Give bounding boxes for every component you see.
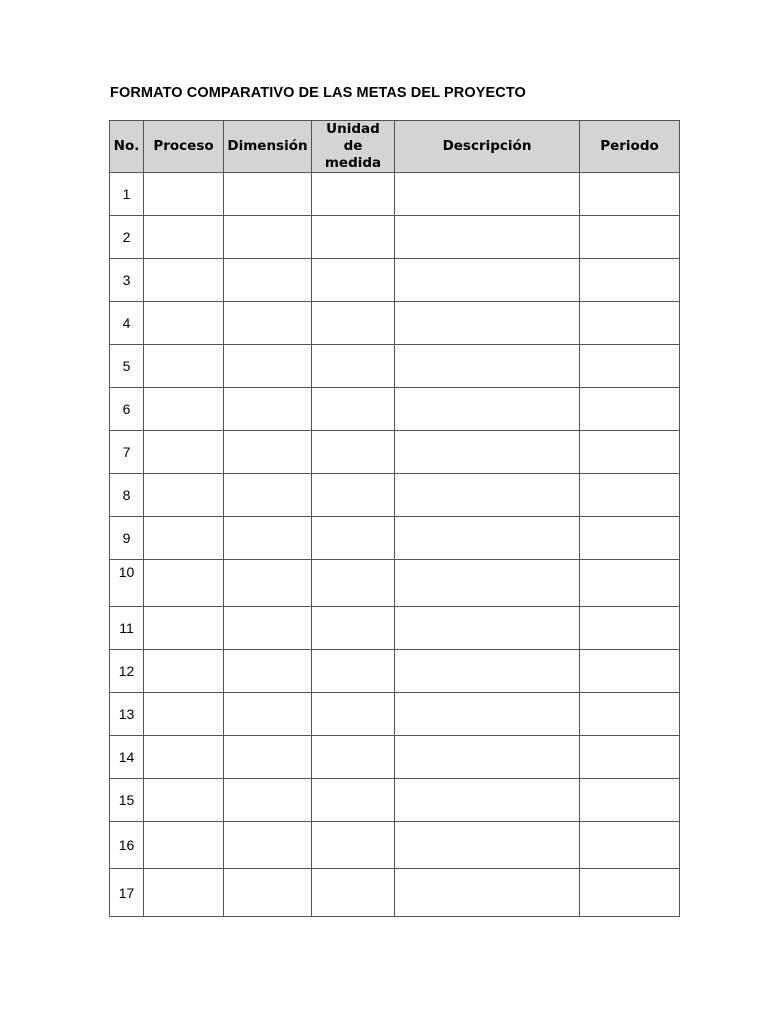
- periodo-cell[interactable]: [580, 216, 680, 259]
- proceso-cell[interactable]: [144, 388, 224, 431]
- row-number-cell: 6: [110, 388, 144, 431]
- row-number-cell: 1: [110, 173, 144, 216]
- proceso-cell[interactable]: [144, 650, 224, 693]
- proceso-cell[interactable]: [144, 474, 224, 517]
- descripcion-cell[interactable]: [395, 388, 580, 431]
- periodo-cell[interactable]: [580, 517, 680, 560]
- descripcion-cell[interactable]: [395, 474, 580, 517]
- row-number-cell: 10: [110, 560, 144, 607]
- unidad-de-medida-cell[interactable]: [312, 474, 395, 517]
- header-unidad-de-medida: Unidad de medida: [312, 121, 395, 173]
- descripcion-cell[interactable]: [395, 560, 580, 607]
- table-row: [110, 517, 680, 560]
- table-row: [110, 474, 680, 517]
- proceso-cell[interactable]: [144, 822, 224, 869]
- row-number-cell: 4: [110, 302, 144, 345]
- descripcion-cell[interactable]: [395, 517, 580, 560]
- unidad-de-medida-cell[interactable]: [312, 736, 395, 779]
- proceso-cell[interactable]: [144, 517, 224, 560]
- descripcion-cell[interactable]: [395, 216, 580, 259]
- row-number-cell: 12: [110, 650, 144, 693]
- unidad-de-medida-cell[interactable]: [312, 388, 395, 431]
- table-row: [110, 173, 680, 216]
- row-number-cell: 14: [110, 736, 144, 779]
- proceso-cell[interactable]: [144, 693, 224, 736]
- periodo-cell[interactable]: [580, 474, 680, 517]
- periodo-cell[interactable]: [580, 173, 680, 216]
- header-proceso: Proceso: [144, 121, 224, 173]
- dimension-cell[interactable]: [224, 474, 312, 517]
- periodo-cell[interactable]: [580, 779, 680, 822]
- unidad-de-medida-cell[interactable]: [312, 259, 395, 302]
- proceso-cell[interactable]: [144, 216, 224, 259]
- table-row: [110, 302, 680, 345]
- descripcion-cell[interactable]: [395, 869, 580, 917]
- descripcion-cell[interactable]: [395, 650, 580, 693]
- unidad-de-medida-cell[interactable]: [312, 517, 395, 560]
- dimension-cell[interactable]: [224, 607, 312, 650]
- row-number-cell: 16: [110, 822, 144, 869]
- periodo-cell[interactable]: [580, 736, 680, 779]
- dimension-cell[interactable]: [224, 259, 312, 302]
- descripcion-cell[interactable]: [395, 779, 580, 822]
- descripcion-cell[interactable]: [395, 431, 580, 474]
- unidad-de-medida-cell[interactable]: [312, 431, 395, 474]
- unidad-de-medida-cell[interactable]: [312, 216, 395, 259]
- proceso-cell[interactable]: [144, 431, 224, 474]
- unidad-de-medida-cell[interactable]: [312, 302, 395, 345]
- table-row: [110, 650, 680, 693]
- table-row: [110, 216, 680, 259]
- row-number-cell: 13: [110, 693, 144, 736]
- descripcion-cell[interactable]: [395, 173, 580, 216]
- dimension-cell[interactable]: [224, 173, 312, 216]
- unidad-de-medida-cell[interactable]: [312, 650, 395, 693]
- unidad-de-medida-cell[interactable]: [312, 345, 395, 388]
- table-row: [110, 693, 680, 736]
- periodo-cell[interactable]: [580, 259, 680, 302]
- periodo-cell[interactable]: [580, 869, 680, 917]
- dimension-cell[interactable]: [224, 431, 312, 474]
- descripcion-cell[interactable]: [395, 302, 580, 345]
- goals-comparison-table: [109, 120, 680, 917]
- table-row: [110, 736, 680, 779]
- proceso-cell[interactable]: [144, 736, 224, 779]
- proceso-cell[interactable]: [144, 869, 224, 917]
- row-number-cell: 8: [110, 474, 144, 517]
- dimension-cell[interactable]: [224, 560, 312, 607]
- header-no: No.: [110, 121, 144, 173]
- descripcion-cell[interactable]: [395, 345, 580, 388]
- document-title: FORMATO COMPARATIVO DE LAS METAS DEL PROYECTO: [110, 85, 526, 101]
- dimension-cell[interactable]: [224, 388, 312, 431]
- proceso-cell[interactable]: [144, 259, 224, 302]
- table-body: [110, 173, 680, 917]
- periodo-cell[interactable]: [580, 650, 680, 693]
- dimension-cell[interactable]: [224, 302, 312, 345]
- descripcion-cell[interactable]: [395, 259, 580, 302]
- descripcion-cell[interactable]: [395, 693, 580, 736]
- dimension-cell[interactable]: [224, 650, 312, 693]
- periodo-cell[interactable]: [580, 822, 680, 869]
- proceso-cell[interactable]: [144, 560, 224, 607]
- dimension-cell[interactable]: [224, 869, 312, 917]
- dimension-cell[interactable]: [224, 216, 312, 259]
- header-descripcion: Descripción: [395, 121, 580, 173]
- dimension-cell[interactable]: [224, 779, 312, 822]
- row-number-cell: 5: [110, 345, 144, 388]
- dimension-cell[interactable]: [224, 517, 312, 560]
- table-row: [110, 779, 680, 822]
- row-number-cell: 7: [110, 431, 144, 474]
- unidad-de-medida-cell[interactable]: [312, 173, 395, 216]
- proceso-cell[interactable]: [144, 302, 224, 345]
- descripcion-cell[interactable]: [395, 736, 580, 779]
- proceso-cell[interactable]: [144, 173, 224, 216]
- unidad-de-medida-cell[interactable]: [312, 869, 395, 917]
- proceso-cell[interactable]: [144, 345, 224, 388]
- unidad-de-medida-cell[interactable]: [312, 693, 395, 736]
- unidad-de-medida-cell[interactable]: [312, 560, 395, 607]
- row-number-cell: 11: [110, 607, 144, 650]
- row-number-cell: 17: [110, 869, 144, 917]
- table-row: [110, 431, 680, 474]
- table-row: [110, 259, 680, 302]
- unidad-de-medida-cell[interactable]: [312, 779, 395, 822]
- table-row: [110, 822, 680, 869]
- header-periodo: Periodo: [580, 121, 680, 173]
- proceso-cell[interactable]: [144, 779, 224, 822]
- periodo-cell[interactable]: [580, 560, 680, 607]
- periodo-cell[interactable]: [580, 431, 680, 474]
- row-number-cell: 3: [110, 259, 144, 302]
- row-number-cell: 9: [110, 517, 144, 560]
- descripcion-cell[interactable]: [395, 822, 580, 869]
- table-row: [110, 388, 680, 431]
- dimension-cell[interactable]: [224, 345, 312, 388]
- table-row: [110, 560, 680, 607]
- periodo-cell[interactable]: [580, 693, 680, 736]
- dimension-cell[interactable]: [224, 693, 312, 736]
- proceso-cell[interactable]: [144, 607, 224, 650]
- descripcion-cell[interactable]: [395, 607, 580, 650]
- periodo-cell[interactable]: [580, 607, 680, 650]
- table-header-row: [110, 121, 680, 173]
- header-dimension: Dimensión: [224, 121, 312, 173]
- table-row: [110, 607, 680, 650]
- periodo-cell[interactable]: [580, 302, 680, 345]
- unidad-de-medida-cell[interactable]: [312, 822, 395, 869]
- periodo-cell[interactable]: [580, 388, 680, 431]
- periodo-cell[interactable]: [580, 345, 680, 388]
- row-number-cell: 2: [110, 216, 144, 259]
- row-number-cell: 15: [110, 779, 144, 822]
- dimension-cell[interactable]: [224, 736, 312, 779]
- table-row: [110, 345, 680, 388]
- table-row: [110, 869, 680, 917]
- unidad-de-medida-cell[interactable]: [312, 607, 395, 650]
- dimension-cell[interactable]: [224, 822, 312, 869]
